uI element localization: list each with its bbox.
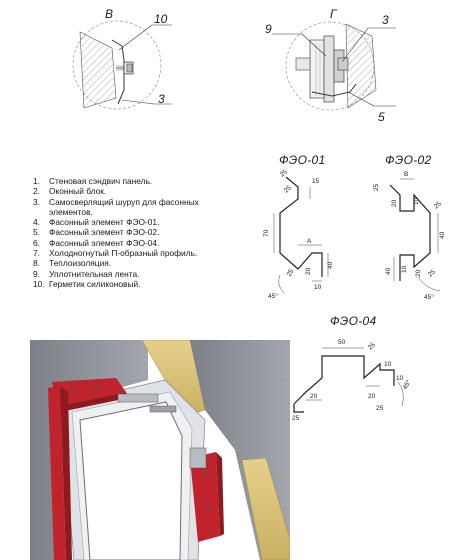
feo02-dim: 45° [424, 294, 434, 301]
view-b-callout-3: 3 [158, 92, 165, 106]
feo04-dim: 20 [368, 393, 376, 400]
legend-item: 8. Теплоизоляция. [33, 258, 112, 269]
feo02-dim: 25 [373, 183, 380, 191]
legend-list [33, 176, 218, 289]
feo04-dim: 20 [310, 393, 318, 400]
feo04-dim: 25 [366, 341, 377, 352]
profile-feo04-title: ФЭО-04 [330, 314, 377, 328]
feo01-dim: 10 [314, 284, 322, 291]
profile-feo01-title: ФЭО-01 [279, 153, 326, 167]
legend-item: 1. Стеновая сэндвич панель. [33, 176, 153, 186]
view-g-callout-5: 5 [378, 110, 385, 124]
feo01-dim: 25 [285, 268, 296, 278]
profile-feo02-title: ФЭО-02 [385, 153, 432, 167]
legend-item: 4. Фасонный элемент ФЭО-01. [33, 217, 160, 228]
feo04-dim: 10 [396, 375, 404, 382]
legend-item: 3. Самосверлящий шуруп для фасонных элементов. [33, 196, 199, 217]
feo02-dim: 40 [385, 267, 392, 275]
legend-item: 5. Фасонный элемент ФЭО-02. [33, 227, 160, 238]
view-b-callout-10: 10 [154, 12, 168, 26]
feo02-dim: 20 [391, 199, 398, 207]
view-g-callout-9: 9 [265, 22, 272, 36]
feo02-dim: 10 [401, 265, 408, 273]
feo04-dim: 10 [384, 361, 392, 368]
legend-item: 7. Холодногнутый П-образный профиль. [33, 248, 198, 259]
detail-view-b [0, 0, 190, 140]
profile-feo01-drawing [250, 165, 340, 305]
feo02-dim: 20 [415, 269, 422, 277]
legend-item: 6. Фасонный элемент ФЭО-04. [33, 237, 160, 248]
feo02-dim: 10 [413, 197, 420, 205]
feo02-dim: 25 [432, 200, 443, 211]
window-installation-render [30, 340, 290, 560]
view-g-callout-3: 3 [382, 13, 389, 27]
feo01-dim: 45° [268, 293, 278, 300]
feo04-dim: 25 [292, 415, 300, 420]
legend-item: 2. Оконный блок. [33, 186, 107, 197]
legend-item: 9. Уплотнительная лента. [33, 268, 140, 279]
feo04-dim: 25 [376, 405, 384, 412]
feo01-dim: 40 [327, 261, 334, 269]
feo01-dim: 70 [263, 229, 270, 237]
view-b-label: В [105, 7, 114, 21]
feo04-dim: 50 [338, 339, 346, 346]
feo01-dim: A [307, 238, 312, 245]
feo04-dim: 45° [401, 378, 413, 391]
view-g-label: Г [330, 7, 337, 21]
feo02-dim: 40 [439, 231, 446, 239]
feo01-dim: 25 [282, 184, 293, 195]
profile-feo04-drawing [270, 326, 440, 420]
feo02-dim: 25 [426, 268, 437, 279]
feo01-dim: 25 [278, 168, 289, 179]
legend-item: 10. Герметик силиконовый. [33, 278, 141, 289]
detail-view-g [250, 0, 474, 140]
feo01-dim: 15 [312, 178, 320, 185]
profile-feo02-drawing [360, 165, 470, 305]
feo02-dim: B [404, 171, 409, 178]
feo01-dim: 20 [305, 267, 312, 275]
